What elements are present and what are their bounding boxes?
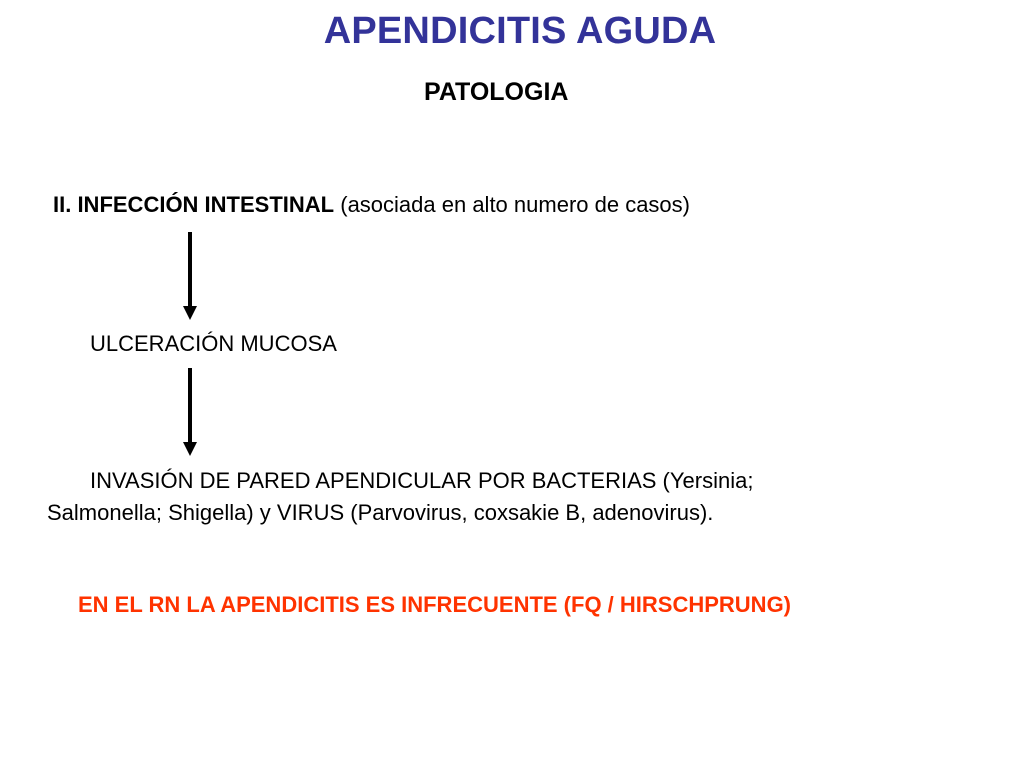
arrow-down-icon [182, 368, 198, 456]
infection-line [53, 190, 690, 220]
infection-note: (asociada en alto numero de casos) [334, 192, 690, 217]
invasion-line-2: Salmonella; Shigella) y VIRUS (Parvovirus, coxsakie B, adenovirus). [47, 500, 714, 525]
arrow-down-icon [182, 232, 198, 320]
slide-title: APENDICITIS AGUDA [323, 10, 717, 52]
newborn-note: EN EL RN LA APENDICITIS ES INFRECUENTE (FQ / HIRSCHPRUNG) [78, 592, 792, 617]
invasion-line-1: INVASIÓN DE PARED APENDICULAR POR BACTERIAS (Yersinia; [90, 468, 754, 493]
infection-heading: II. INFECCIÓN INTESTINAL [53, 192, 335, 217]
ulceration-step: ULCERACIÓN MUCOSA [90, 331, 337, 356]
slide-subtitle: PATOLOGIA [424, 78, 569, 106]
